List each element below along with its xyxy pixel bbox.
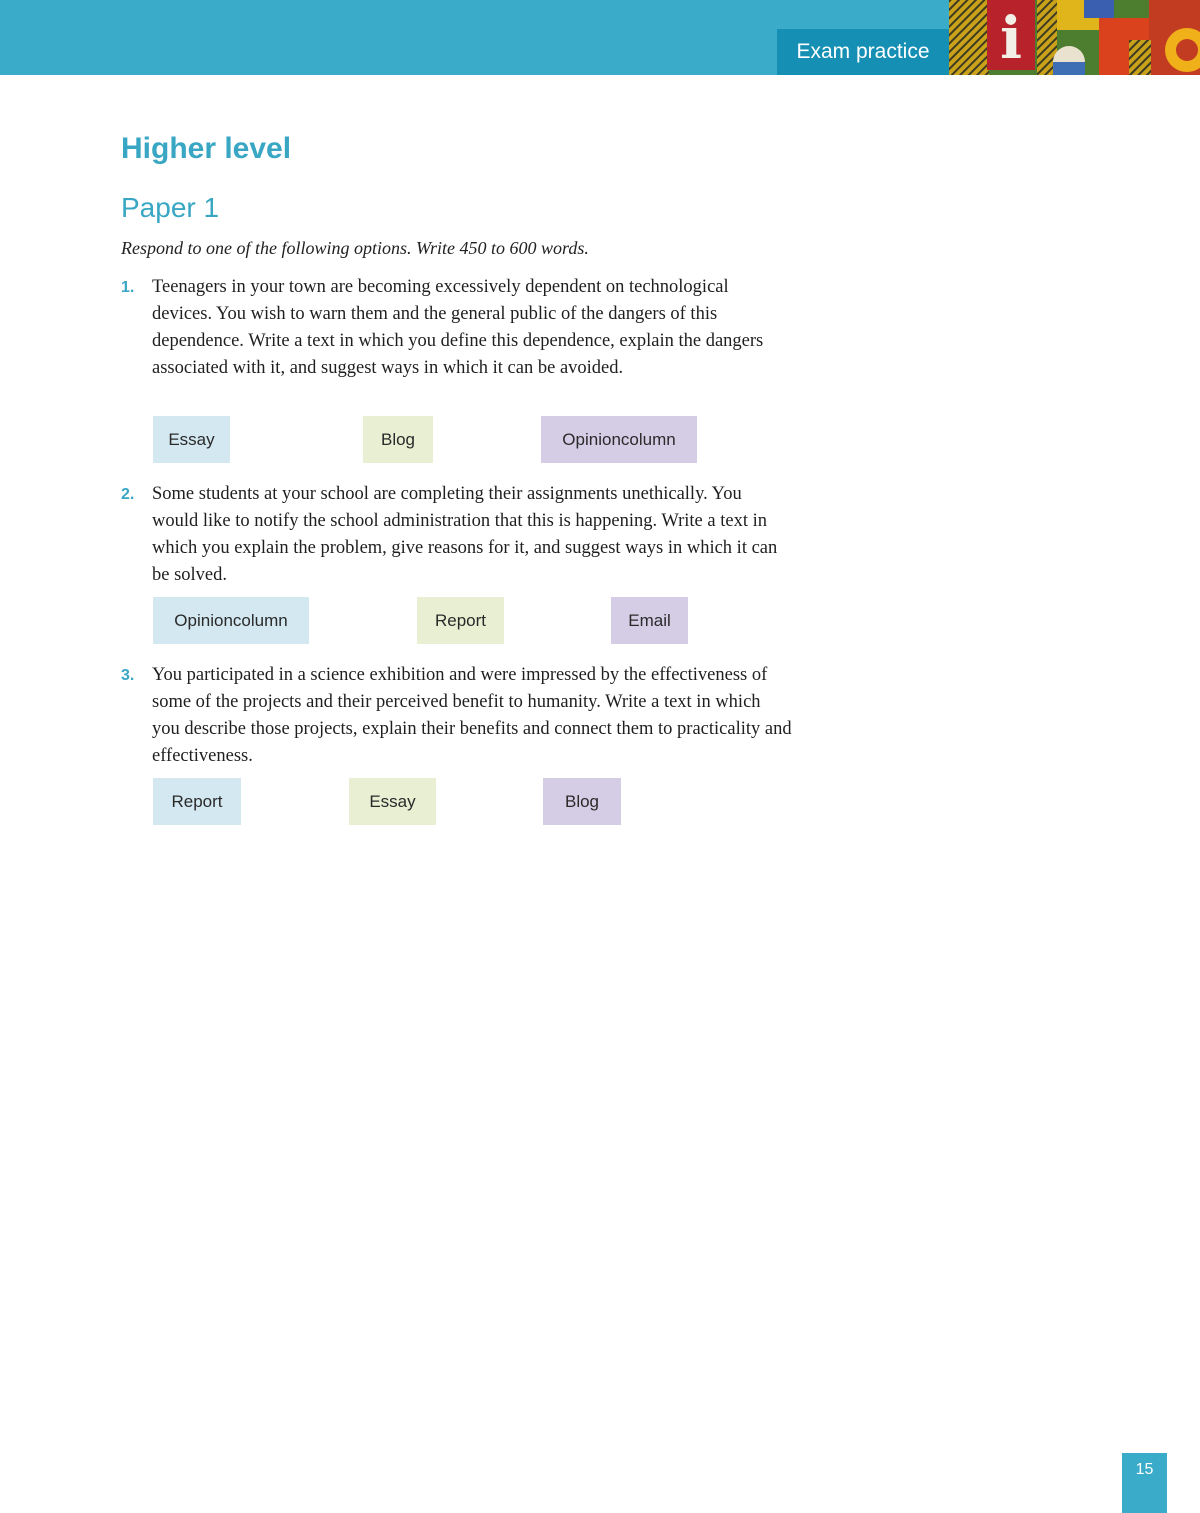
option-report: Report	[417, 597, 504, 644]
page-number: 15	[1122, 1453, 1167, 1513]
svg-text:i: i	[999, 4, 1023, 72]
option-opinion-column: Opinioncolumn	[153, 597, 309, 644]
option-email: Email	[611, 597, 688, 644]
question-text: You participated in a science exhibition and were impressed by the effectiveness of some of the projects and their perceived benefit to humanity. Write a text in which you describe those projects, explain their benefits and connect them to practicality and effectiveness.	[152, 665, 792, 766]
question-number: 1.	[121, 279, 135, 296]
header-decorative-image	[949, 0, 1200, 75]
question-1	[121, 274, 791, 474]
option-report: Report	[153, 778, 241, 825]
question-number: 3.	[121, 667, 135, 684]
option-essay: Essay	[349, 778, 436, 825]
section-label: Exam practice	[777, 29, 949, 75]
instructions: Respond to one of the following options. Write 450 to 600 words.	[121, 238, 589, 258]
question-2	[121, 481, 791, 651]
question-text: Some students at your school are completing their assignments unethically. You would like to notify the school administration that this is happening. Write a text in which you explain the problem, give reasons for it, and suggest ways in which it can be solved.	[152, 484, 778, 585]
option-essay: Essay	[153, 416, 230, 463]
option-blog: Blog	[543, 778, 621, 825]
option-opinion-column: Opinioncolumn	[541, 416, 697, 463]
question-3	[121, 662, 791, 832]
question-number: 2.	[121, 486, 135, 503]
collage-illustration	[949, 0, 1200, 75]
question-text: Teenagers in your town are becoming excessively dependent on technological devices. You wish to warn them and the general public of the dangers of this dependence. Write a text in which you define this dependence, explain the dangers associated with it, and suggest ways in which it can be avoided.	[152, 277, 764, 378]
option-blog: Blog	[363, 416, 433, 463]
paper-heading: Paper 1	[121, 192, 220, 223]
page-title: Higher level	[121, 132, 292, 165]
